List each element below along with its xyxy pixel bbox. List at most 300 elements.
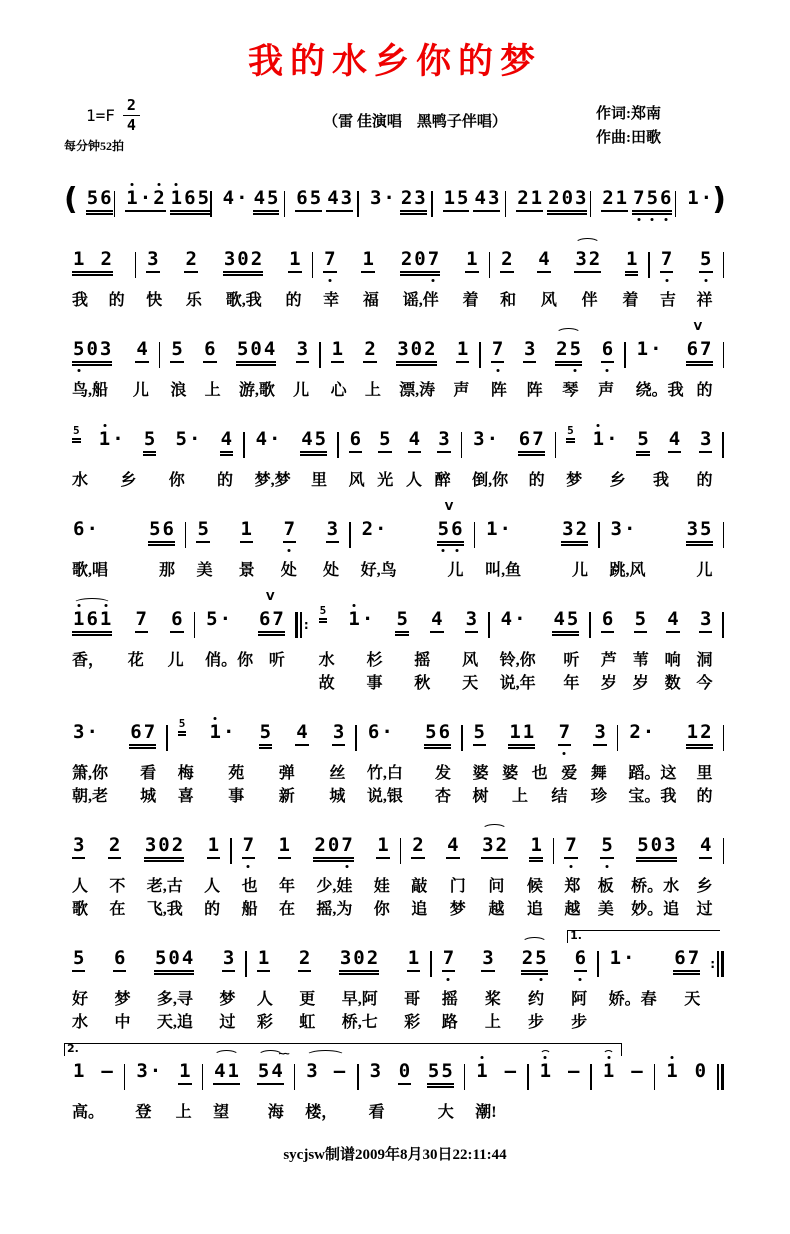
note: 5 [569,338,582,360]
note: 6 [660,187,672,209]
note: 2 [298,947,311,969]
lyrics-line [593,674,721,694]
measure [558,424,720,491]
lyrics-line [556,877,720,897]
note-group [184,250,197,273]
note: 3 [438,428,450,450]
lyric-syllable: 舞 [590,765,607,782]
note-group [236,340,276,363]
note: 6 [171,608,183,630]
lyric-syllable: 梦 [566,472,583,489]
note-group [400,189,427,212]
note: · [499,518,511,540]
lyric-syllable: 阿 [571,991,588,1008]
lyric-syllable: 祥 [696,292,713,309]
lyric-syllable: 竹,白 [366,765,403,782]
barline-stroke [159,342,161,368]
note: 5 [637,834,649,856]
note: 3 [144,834,157,856]
note: 5 [637,428,649,450]
lyric-syllable: 梅 [177,765,194,782]
lyrics-line [558,471,720,491]
lyrics-line [593,651,721,671]
note: 4 [431,608,443,630]
note-group [481,949,494,972]
lyrics-line [359,787,459,807]
note: 5 [427,1060,440,1082]
barline-stroke [357,1064,359,1090]
measure [483,334,622,401]
lyric-syllable: 风 [462,652,479,669]
note: 7 [242,834,255,856]
lyrics-line [64,291,133,311]
barline-stroke [355,725,357,751]
lyric-syllable: 结 [551,788,568,805]
lyric-syllable: 幸 [323,292,340,309]
measure [361,1056,462,1123]
note-group [361,520,388,539]
barline-stroke [590,191,592,217]
lyric-syllable: 游,歌 [238,382,275,399]
grace-note-group [178,718,187,733]
note: 2 [361,518,374,540]
note-group [600,836,613,859]
note: 3 [73,834,85,856]
note: 5 [178,717,186,730]
performers: （雷 佳演唱 黑鸭子伴唱） [323,114,507,130]
lyric-syllable: 心 [330,382,347,399]
note: 5 [441,1060,453,1082]
lyrics-line [64,674,192,694]
note-group [331,340,344,363]
note-group [154,949,194,972]
lyric-syllable: 娇。春 [608,991,657,1008]
lyric-syllable: 美 [597,901,614,918]
note: 0 [327,834,340,856]
note: 0 [158,834,170,856]
note: 5 [567,424,574,437]
note-group [407,949,420,972]
lyrics-line [64,651,192,671]
note: 5 [86,187,99,209]
note: 6 [686,338,699,360]
note: 1 [530,834,542,856]
lyric-syllable: 婆 [472,765,489,782]
measure [138,244,309,311]
note: 6 [296,187,308,209]
note: 5 [396,608,408,630]
barline [464,1064,466,1090]
note: 1 [530,187,543,209]
measure [465,717,615,807]
note: 4 [253,187,266,209]
music-system-1 [64,183,726,221]
lyrics-line [234,877,398,897]
note-group [242,836,255,859]
lyrics-line [127,1103,199,1123]
barline [675,191,677,217]
repeat-dots: : [303,618,309,632]
note: 3 [473,428,485,450]
note: 2 [185,248,197,270]
note: 1 [456,338,469,360]
lyric-syllable: 过 [696,901,713,918]
note: 0 [86,338,98,360]
note: 2 [556,338,568,360]
note: 3 [562,518,574,540]
note-group [72,340,112,363]
barline [114,191,116,217]
note: 3 [340,187,353,209]
note: – [567,1060,580,1082]
measure [64,514,183,581]
lyric-syllable: 高。 [72,1104,105,1121]
note: 4 [667,608,679,630]
lyrics-line [64,787,164,807]
note-group [240,520,253,543]
lyric-syllable: 歌,唱 [72,562,109,579]
note: · [86,721,98,743]
note: 2 [548,187,560,209]
note: 6 [601,338,614,360]
notes-row [170,717,354,755]
note: · [623,947,635,969]
lyric-syllable: 梦,梦 [254,472,291,489]
lyric-syllable: 楼， [305,1104,338,1121]
note-group [491,340,504,363]
note: · [375,518,387,540]
notes-row [531,1056,589,1094]
lyric-syllable: 好,鸟 [360,562,397,579]
notes-row [657,1056,715,1094]
note: 5 [154,947,167,969]
lyric-syllable: 在 [278,901,295,918]
lyric-syllable [703,1103,707,1123]
measure [64,830,228,920]
notes-row [492,604,588,642]
lyric-syllable: 好 [72,991,89,1008]
note [85,250,99,269]
lyric-syllable: 摇 [414,652,431,669]
lyric-syllable: 乡 [120,472,137,489]
note: 1 [73,1060,85,1082]
note-group [98,430,125,449]
note-group [295,723,308,746]
note: 7 [427,248,440,270]
barline [597,951,599,977]
note-group [222,949,235,972]
notes-row [205,1047,292,1094]
note-group [516,189,543,212]
lyrics-line [492,651,588,671]
note-group [593,723,606,746]
note: 7 [283,518,296,540]
notes-row [64,1056,122,1094]
note-group [223,250,263,273]
lyric-syllable: 也 [531,765,548,782]
measure [359,717,459,807]
note-group [378,430,391,453]
barline [654,1064,656,1090]
lyric-syllable: 声 [453,382,470,399]
barline-stroke [461,725,463,751]
tremolo-icon: ~~ [278,1047,288,1060]
note-group [257,1047,288,1085]
note-group [508,723,535,746]
music-systems [64,183,726,1123]
note: 5 [457,187,469,209]
note-group [135,610,148,633]
note: 3 [686,518,699,540]
lyric-syllable: 水 [72,472,89,489]
note: 3 [369,187,382,209]
notes-row [117,183,208,221]
barline [722,612,724,638]
note-group [326,189,353,212]
note: 4 [538,248,550,270]
note-group [170,610,183,633]
measure [492,604,588,694]
note-group [537,250,550,273]
barline [723,342,725,368]
lyric-syllable: 多,寻 [156,991,193,1008]
note: 3 [482,834,494,856]
note-group [610,520,637,539]
lyric-syllable [576,1103,580,1123]
lyric-syllable: 梦 [114,991,131,1008]
note-group [442,949,455,972]
notes-row [64,943,243,981]
note: 1 [602,1060,615,1082]
barline [357,191,359,217]
lyric-syllable: 天,追 [156,1014,193,1031]
note: 1 [227,1060,239,1082]
note: 1 [73,608,85,630]
lyric-syllable: 里 [696,765,713,782]
lyric-syllable: 谣,伴 [402,292,439,309]
note: 5 [197,187,210,209]
note-group [339,949,379,972]
note: 7 [558,721,571,743]
note: 5 [257,1060,270,1082]
note: 2 [400,187,413,209]
barline-stroke [461,432,463,458]
note: 4 [327,187,339,209]
lyric-syllable: 梦 [219,991,236,1008]
measure [435,183,503,221]
lyric-syllable: 喜 [177,788,194,805]
note: 5 [634,608,647,630]
lyric-syllable: 彩 [256,1014,273,1031]
measure [678,183,712,221]
notes-row [64,717,164,755]
measure [508,183,588,221]
notes-row [628,320,721,372]
barline-stroke [294,1064,296,1090]
note-group [135,1062,162,1081]
note-group [552,610,579,633]
note-group [305,1062,346,1081]
note-group [295,189,322,212]
barline-stroke [114,191,116,217]
note-group [395,610,408,633]
note: 2 [495,834,507,856]
note: 6 [518,428,531,450]
note-group [108,836,121,859]
barline [590,1064,592,1090]
note-group [567,1062,580,1081]
lyric-syllable: 人 [256,991,273,1008]
notes-row [64,604,192,642]
barline-stroke [312,252,314,278]
music-system-6 [64,590,726,694]
lyric-syllable: 少,娃 [316,878,353,895]
credits [596,98,726,150]
lyric-syllable: 儿 [447,562,464,579]
measure [287,183,355,221]
lyric-syllable: 桨 [484,991,501,1008]
lyrics-line [64,471,241,491]
note: 0 [561,187,574,209]
lyric-syllable: 候 [526,878,543,895]
note: 1 [666,1060,678,1082]
measure [464,424,553,491]
note: 1 [278,834,290,856]
note: 7 [700,338,712,360]
note: · [269,428,281,450]
lyric-syllable: 着 [622,292,639,309]
note-group [213,1062,240,1085]
key-block [64,98,234,154]
lyric-syllable [665,1103,669,1123]
lyric-syllable: 的 [696,788,713,805]
note: 4 [474,187,486,209]
note-group [699,250,712,273]
note: · [361,608,374,630]
barline-stroke [723,342,725,368]
lyric-syllable: 的 [204,901,221,918]
lyrics-line [162,381,317,401]
note: 1 [98,428,111,450]
volta-label: 1. [570,929,582,942]
note: 5 [73,338,85,360]
measure [403,830,551,920]
measure [214,183,282,221]
lyric-syllable: 阵 [526,382,543,399]
barline-stroke [648,252,650,278]
lyric-syllable: 你 [373,901,390,918]
note-group [547,189,587,212]
note: · [642,721,655,743]
note-group [369,189,396,208]
lyric-syllable: 上 [204,382,221,399]
note: 2 [517,187,529,209]
lyric-syllable: 丝 [329,765,346,782]
note: 2 [100,248,112,270]
lyric-syllable: 宝。我 [628,788,677,805]
barline-stroke [723,838,725,864]
lyric-syllable: 的 [696,382,713,399]
measure [78,183,112,221]
lyric-syllable: 漂,涛 [399,382,436,399]
note: 4 [668,428,681,450]
lyric-syllable: 城 [329,788,346,805]
barline-stroke [230,838,232,864]
barline-stroke [675,191,677,217]
note-group [178,1062,191,1085]
music-system-3 [64,320,726,401]
lyric-syllable: 倒,你 [472,472,509,489]
note: 7 [660,248,673,270]
lyrics-line [64,900,228,920]
note-group [220,430,233,453]
lyric-syllable: 花 [127,652,144,669]
barline-stroke [202,1064,204,1090]
note: 2 [108,834,121,856]
note-group [601,610,614,633]
note: 2 [602,187,614,209]
notes-row [593,183,673,221]
note-group [472,430,499,449]
measure [467,1056,525,1123]
note: 0 [414,248,426,270]
lyric-syllable: 你 [168,472,185,489]
repeat-dots: : [710,957,716,971]
notes-row [359,717,459,755]
note: 5 [473,721,485,743]
measure [594,1056,652,1123]
grace-note-group [319,605,328,620]
note: 0 [650,834,663,856]
barline-stroke [185,522,187,548]
lyrics-line [594,1103,652,1123]
note: 5 [175,428,187,450]
measure [341,424,459,491]
note: 4 [222,187,235,209]
lyrics-line [311,674,486,694]
note: 3 [699,428,712,450]
note: 4 [136,338,148,360]
barline-stroke [124,1064,126,1090]
system-row [64,1047,726,1123]
note: 3 [575,248,587,270]
lyric-syllable: 越 [564,901,581,918]
lyric-syllable: 路 [441,1014,458,1031]
lyric-syllable: 儿 [132,382,149,399]
barline [527,1064,529,1090]
lyrics-line [434,1013,595,1033]
note: 4 [408,428,421,450]
lyric-syllable [602,1103,606,1123]
barline [723,838,725,864]
barline-stroke [295,612,299,638]
note: 5 [206,608,218,630]
note-group [636,836,676,859]
system-row [64,830,726,920]
lyric-syllable: 虹 [299,1014,316,1031]
lyric-syllable: 处 [280,562,297,579]
note-group [456,340,469,363]
notes-row [323,334,478,372]
lyric-syllable: 梦 [449,901,466,918]
barline [555,432,557,458]
measure [315,244,486,311]
note: 2 [171,834,184,856]
note-group [222,189,249,208]
note: 1 [170,187,183,209]
note: 6 [451,518,463,540]
lyrics-line [188,561,347,581]
